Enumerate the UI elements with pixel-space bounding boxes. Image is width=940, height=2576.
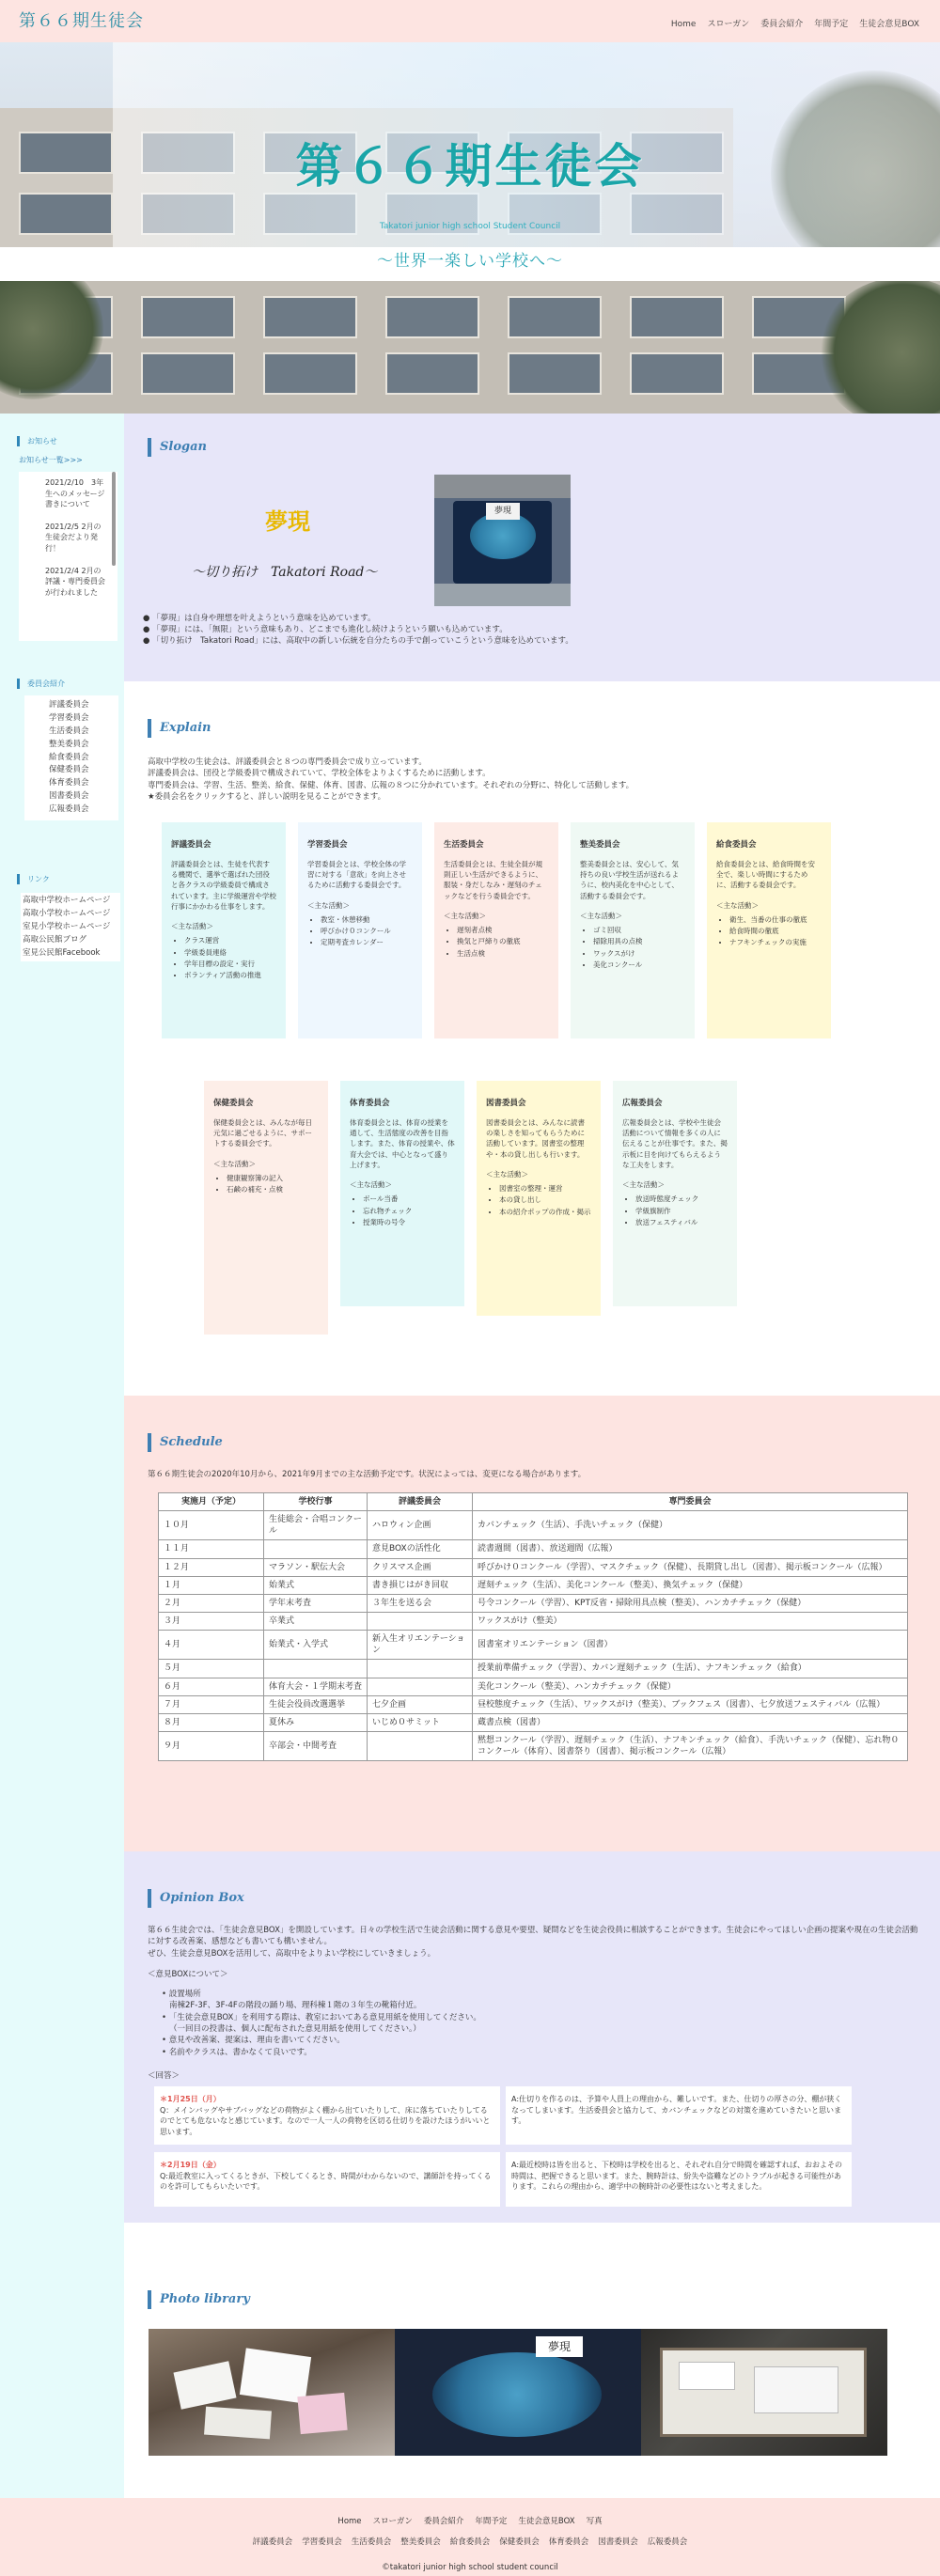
table-cell: 体育大会・１学期末考査 [264, 1678, 368, 1695]
photo-heading: Photo library [148, 2290, 250, 2309]
list-item: • 図書室の整理・運営 [499, 1183, 591, 1194]
committee-activity-list [350, 1194, 455, 1227]
table-cell: １月 [159, 1576, 264, 1594]
footer-link[interactable]: スローガン [372, 2517, 413, 2526]
table-cell: ４月 [159, 1631, 264, 1660]
slogan-section [124, 414, 940, 681]
table-cell: ５月 [159, 1660, 264, 1678]
list-item: • 放送フェスティバル [635, 1217, 728, 1227]
sidebar-item-committee[interactable]: 給食委員会 [49, 752, 89, 762]
sidebar-link[interactable]: 室見公民館Facebook [23, 947, 101, 958]
committee-activity-list [307, 914, 413, 948]
list-item: • 美化コンクール [593, 960, 685, 970]
table-cell [368, 1612, 473, 1630]
committee-card-activity-label: ＜主な活動＞ [171, 922, 213, 930]
slogan-phrase: 〜切り拓け Takatori Road〜 [192, 565, 378, 580]
site-title[interactable]: 第６６期生徒会 [19, 11, 144, 31]
committee-card-title[interactable]: 整美委員会 [580, 840, 620, 850]
slogan-bullet: ● 「切り拓け Takatori Road」には、高取中の新しい伝統を自分たちの手で創っていこうという意味を込めています。 [143, 635, 573, 646]
table-cell: ８月 [159, 1713, 264, 1731]
list-item: • 学級委員連絡 [184, 947, 276, 958]
committee-activity-list [716, 914, 822, 948]
table-cell: １１月 [159, 1540, 264, 1558]
opinion-answer: A:仕切りを作るのは、予算や人員上の理由から、難しいです。また、仕切りの厚さの分、棚が狭くなってしまいます。生活委員会と協力して、カバンチェックなどの対策を進めていきたいと思います。 [506, 2086, 852, 2145]
news-item[interactable]: 2021/2/5 2月の生徒会だより発行！ [45, 522, 102, 553]
committee-list [24, 695, 118, 820]
committee-card-activity-label: ＜主な活動＞ [716, 900, 759, 910]
building-window [508, 352, 602, 395]
committee-card-desc: 広報委員会とは、学校や生徒会活動について情報を多くの人に伝えることが仕事です。また、掲示板に目を向けてもらえるような工夫をします。 [622, 1117, 728, 1169]
committee-card-desc: 給食委員会とは、給食時間を安全で、楽しい時間にするために、活動する委員会です。 [716, 859, 815, 890]
committee-card-desc: 整美委員会とは、安心して、気持ちの良い学校生活が送れるように、校内美化を中心として、活動する委員会です。 [580, 859, 679, 900]
table-cell: ３年生を送る会 [368, 1594, 473, 1612]
sidebar-item-committee[interactable]: 生活委員会 [49, 726, 89, 736]
list-item: • 呼びかけ０コンクール [321, 926, 413, 936]
footer-committee-link[interactable]: 広報委員会 [647, 2537, 688, 2547]
opinion-answer-label: ＜回答＞ [148, 2071, 180, 2081]
table-cell: ワックスがけ（整美） [473, 1612, 908, 1630]
table-row [159, 1594, 908, 1612]
sidebar-link[interactable]: 高取小学校ホームページ [23, 908, 111, 918]
table-row [159, 1660, 908, 1678]
footer-committee-link[interactable]: 図書委員会 [598, 2537, 638, 2547]
table-row [159, 1540, 908, 1558]
committee-card-title[interactable]: 保健委員会 [213, 1099, 254, 1108]
table-cell: 生徒会役員改選選挙 [264, 1695, 368, 1713]
top-bar [0, 0, 940, 42]
schedule-heading: Schedule [148, 1433, 223, 1452]
sidebar-item-committee[interactable]: 体育委員会 [49, 778, 89, 788]
list-item: • 衛生、当番の仕事の徹底 [729, 914, 822, 925]
committee-card[interactable] [434, 822, 558, 1038]
table-cell: クリスマス企画 [368, 1558, 473, 1576]
hero-subtitle: Takatori junior high school Student Council [379, 222, 561, 231]
footer-committee-link[interactable]: 学習委員会 [302, 2537, 342, 2547]
sidebar-link[interactable]: 高取公民館ブログ [23, 934, 87, 945]
sidebar-item-committee[interactable]: 保健委員会 [49, 765, 89, 775]
committee-activity-list [171, 935, 276, 980]
table-cell: ７月 [159, 1695, 264, 1713]
table-cell: ハロウィン企画 [368, 1511, 473, 1540]
table-cell: 遅刻チェック（生活）、美化コンクール（整美）、換気チェック（保健） [473, 1576, 908, 1594]
explain-heading: Explain [148, 719, 212, 738]
footer-committee-link[interactable]: 評議委員会 [252, 2537, 293, 2547]
committee-card[interactable] [613, 1081, 737, 1306]
table-cell [264, 1660, 368, 1678]
committee-activity-list [444, 925, 549, 959]
table-cell: 昼校態度チェック（生活）、ワックスがけ（整美）、ブックフェス（図書）、七夕放送フェスティバル（広報） [473, 1695, 908, 1713]
table-row [159, 1731, 908, 1760]
sidebar-item-committee[interactable]: 学習委員会 [49, 712, 89, 723]
photo-bulletin[interactable] [641, 2329, 887, 2456]
list-item: • 給食時間の徹底 [729, 926, 822, 936]
nav-opinion-box[interactable]: 生徒会意見BOX [859, 20, 919, 29]
committee-card-title[interactable]: 学習委員会 [307, 840, 348, 850]
list-item: • 換気と戸締りの徹底 [457, 936, 549, 946]
footer-committee-nav [0, 2537, 940, 2549]
list-item: • 学年目標の設定・実行 [184, 959, 276, 969]
slogan-bullet: ● 「夢現」は自身や理想を叶えようという意味を込めています。 [143, 614, 376, 623]
footer-link[interactable]: Home [337, 2517, 362, 2526]
table-cell: 読書週間（図書）、放送週間（広報） [473, 1540, 908, 1558]
table-cell: ６月 [159, 1678, 264, 1695]
committee-activity-list [580, 925, 685, 970]
table-cell: カバンチェック（生活）、手洗いチェック（保健） [473, 1511, 908, 1540]
footer-link[interactable]: 年間予定 [475, 2517, 508, 2526]
table-row [159, 1576, 908, 1594]
committee-card-desc: 生活委員会とは、生徒全員が規則正しい生活ができるように、服装・身だしなみ・遅刻のチェックなどを行う委員会です。 [444, 859, 542, 900]
list-item: • ゴミ回収 [593, 925, 685, 935]
committee-card-desc: 評議委員会とは、生徒を代表する機関で、選挙で選ばれた団役と各クラスの学級委員で構成されています。主に学級運営や学校行事にかかわる仕事をします。 [171, 859, 276, 911]
list-item: • ボール当番 [363, 1194, 455, 1204]
links-heading: リンク [17, 874, 50, 884]
photo-books[interactable] [149, 2329, 395, 2456]
committee-card-desc: 体育委員会とは、体育の授業を通して、生活態度の改善を目指します。また、体育の授業や、体育大会では、中心となって盛り上げます。 [350, 1117, 455, 1169]
table-cell [368, 1678, 473, 1695]
hero-banner [0, 42, 940, 414]
list-item: • 本の紹介ポップの作成・掲示 [499, 1207, 591, 1217]
table-cell: 学年末考査 [264, 1594, 368, 1612]
committee-card-title[interactable]: 評議委員会 [171, 840, 212, 850]
table-cell: ３月 [159, 1612, 264, 1630]
committee-card-title[interactable]: 体育委員会 [350, 1099, 390, 1108]
table-cell [368, 1660, 473, 1678]
top-nav [671, 19, 919, 31]
list-item: • クラス運営 [184, 935, 276, 945]
list-item: • 本の貸し出し [499, 1194, 591, 1205]
table-row [159, 1695, 908, 1713]
sidebar-link[interactable]: 室見小学校ホームページ [23, 921, 111, 931]
list-item: • 定期考査カレンダー [321, 937, 413, 947]
footer-nav [0, 2517, 940, 2528]
table-cell: 美化コンクール（整美）、ハンカチチェック（保健） [473, 1678, 908, 1695]
sidebar-item-committee[interactable]: 整美委員会 [49, 739, 89, 749]
building-window [508, 296, 602, 338]
committee-card-title[interactable]: 広報委員会 [622, 1099, 663, 1108]
committee-card[interactable] [707, 822, 831, 1038]
committee-card-activity-label: ＜主な活動＞ [486, 1169, 528, 1179]
news-scrollbar[interactable] [112, 472, 116, 566]
table-cell: 黙想コンクール（学習）、遅刻チェック（生活）、ナフキンチェック（給食）、手洗いチェック（保健）、忘れ物０コンクール（体育）、図書祭り（図書）、掲示板コンクール（広報） [473, 1731, 908, 1760]
news-heading: お知らせ [17, 436, 57, 446]
table-cell: 七夕企画 [368, 1695, 473, 1713]
list-item: • ナフキンチェックの実施 [729, 937, 822, 947]
nav-home[interactable]: Home [670, 20, 697, 29]
building-window [141, 352, 235, 395]
committee-card-desc: 学習委員会とは、学校全体の学習に対する「意欲」を向上させるために活動する委員会です。 [307, 859, 406, 890]
table-cell [264, 1540, 368, 1558]
opinion-heading: Opinion Box [148, 1889, 244, 1908]
table-cell: いじめ０サミット [368, 1713, 473, 1731]
table-cell: 書き損じはがき回収 [368, 1576, 473, 1594]
building-window [263, 296, 357, 338]
footer-committee-link[interactable]: 整美委員会 [400, 2537, 441, 2547]
list-item: • 学級旗制作 [635, 1206, 728, 1216]
footer-committee-link[interactable]: 体育委員会 [548, 2537, 589, 2547]
footer-committee-link[interactable]: 生活委員会 [351, 2537, 392, 2547]
column-header: 評議委員会 [368, 1493, 473, 1511]
table-cell: 卒部会・中間考査 [264, 1731, 368, 1760]
slogan-bullet: ● 「夢現」には、「無限」という意味もあり、どこまでも進化し続けようという願いも込めています。 [143, 624, 508, 634]
list-item: • 遅刻者点検 [457, 925, 549, 935]
photo-slogan-board[interactable]: 夢現 [395, 2329, 641, 2456]
slogan-photo: 夢現 [434, 475, 571, 606]
table-row [159, 1713, 908, 1731]
table-cell: １２月 [159, 1558, 264, 1576]
list-item: • 放送時態度チェック [635, 1194, 728, 1204]
hero-tagline: 〜世界一楽しい学校へ〜 [377, 252, 563, 271]
committee-activity-list [622, 1194, 728, 1227]
table-cell: 卒業式 [264, 1612, 368, 1630]
list-item: • 忘れ物チェック [363, 1206, 455, 1216]
table-cell: 授業前準備チェック（学習）、カバン遅刻チェック（生活）、ナフキンチェック（給食） [473, 1660, 908, 1678]
footer-link[interactable]: 委員会紹介 [423, 2517, 464, 2526]
news-list-link[interactable]: お知らせ一覧>>> [19, 456, 83, 464]
table-cell: 意見BOXの活性化 [368, 1540, 473, 1558]
sidebar-item-committee[interactable]: 評議委員会 [49, 700, 89, 710]
opinion-answer: A:最近校時は皆を出ると、下校時は学校を出ると、それぞれ自分で時間を確認すれば、おおよその時間は、把握できると思います。また、腕時計は、紛失や盗難などのトラブルが起きる可能性があります。これらの理由から、適学中の腕時計の必要性はないと考えました。 [506, 2152, 852, 2207]
table-cell: 夏休み [264, 1713, 368, 1731]
committee-card-title[interactable]: 図書委員会 [486, 1099, 526, 1108]
committee-card-desc: 保健委員会とは、みんなが毎日元気に過ごせるように、サポートする委員会です。 [213, 1117, 312, 1148]
list-item: • 掃除用具の点検 [593, 936, 685, 946]
table-cell: 新入生オリエンテーション [368, 1631, 473, 1660]
table-cell: 蔵書点検（図書） [473, 1713, 908, 1731]
building-window [141, 296, 235, 338]
table-cell: マラソン・駅伝大会 [264, 1558, 368, 1576]
committee-card-activity-label: ＜主な活動＞ [307, 900, 350, 910]
committee-card-desc: 図書委員会とは、みんなに読書の楽しさを知ってもらうために活動しています。図書室の整理や・本の貸し出しも行います。 [486, 1117, 585, 1159]
table-cell: 号令コンクール（学習）、KPT反省・掃除用具点検（整美）、ハンカチチェック（保健） [473, 1594, 908, 1612]
footer-committee-link[interactable]: 給食委員会 [449, 2537, 491, 2547]
news-list[interactable] [19, 472, 118, 641]
committee-card-activity-label: ＜主な活動＞ [444, 911, 486, 920]
footer-committee-link[interactable]: 保健委員会 [499, 2537, 540, 2547]
committee-card[interactable] [162, 822, 286, 1038]
news-item[interactable]: 2021/2/4 2月の評議・専門委員会が行われました [45, 566, 105, 597]
committee-activity-list [486, 1183, 591, 1217]
table-row [159, 1631, 908, 1660]
table-header-row [159, 1493, 908, 1511]
committee-card[interactable] [298, 822, 422, 1038]
committee-card-title[interactable]: 生活委員会 [444, 840, 484, 850]
schedule-intro: 第６６期生徒会の2020年10月から、2021年9月までの主な活動予定です。状況によっては、変更になる場合があります。 [148, 1470, 587, 1479]
table-cell: 始業式・入学式 [264, 1631, 368, 1660]
list-item: • 生活点検 [457, 948, 549, 959]
sidebar-item-committee[interactable]: 広報委員会 [49, 804, 89, 815]
sidebar [0, 414, 124, 2498]
schedule-table [158, 1492, 908, 1761]
list-item: • 教室・休憩移動 [321, 914, 413, 925]
explain-intro: 高取中学校の生徒会は、評議委員会と８つの専門委員会で成り立っています。 評議委員会は、団役と学級委員で構成されていて、学校全体をよりよくするために活動します。 専門委員会は、学習、生活、整美、給食、保健、体育、図書、広報の８つに分かれています。それぞれの分野に、特化して活動します。 ★委員会名をクリックすると、詳しい説明を見ることができます。 [148, 757, 634, 802]
table-cell: 生徒総会・合唱コンクール [264, 1511, 368, 1540]
committee-heading: 委員会紹介 [17, 679, 65, 689]
footer-link[interactable]: 生徒会意見BOX [518, 2517, 575, 2526]
building-window [263, 352, 357, 395]
table-cell [368, 1731, 473, 1760]
list-item: • 授業時の号令 [363, 1217, 455, 1227]
slogan-word: 夢現 [265, 507, 310, 535]
opinion-question: ＊2月19日（金） Q:最近教室に入ってくるときが、下校してくるとき、時間がわからないので、講師計を持ってくるのを許可してもらいたいです。 [154, 2152, 500, 2207]
sidebar-link[interactable]: 高取中学校ホームページ [23, 896, 111, 905]
committee-activity-list [213, 1173, 319, 1195]
committee-card-activity-label: ＜主な活動＞ [580, 911, 622, 920]
building-window [385, 296, 479, 338]
table-cell: ９月 [159, 1731, 264, 1760]
slogan-explanation [143, 614, 895, 648]
column-header: 実施月（予定） [159, 1493, 264, 1511]
list-item: • ボランティア活動の推進 [184, 970, 276, 980]
committee-card-activity-label: ＜主な活動＞ [213, 1159, 256, 1168]
explain-section [124, 681, 940, 1396]
list-item: • 石鹸の補充・点検 [227, 1184, 319, 1194]
list-item: • 健康観察簿の記入 [227, 1173, 319, 1183]
hero-title: 第６６期生徒会 [295, 138, 645, 194]
table-cell: ２月 [159, 1594, 264, 1612]
committee-card[interactable] [477, 1081, 601, 1316]
committee-card-activity-label: ＜主な活動＞ [350, 1180, 392, 1189]
table-row [159, 1678, 908, 1695]
committee-card[interactable] [571, 822, 695, 1038]
committee-card-activity-label: ＜主な活動＞ [622, 1180, 665, 1189]
column-header: 専門委員会 [473, 1493, 908, 1511]
opinion-question: ＊1月25日（月） Q：メインバッグやサブバッグなどの荷物がよく棚から出ていたりして、床に落ちていたりしてるのでとても危ないなと感じています。なので一人一人の荷物を区切る仕切りを設けたほうがいいと思います。 [154, 2086, 500, 2145]
table-row [159, 1612, 908, 1630]
list-item: • ワックスがけ [593, 948, 685, 959]
table-row [159, 1558, 908, 1576]
building-window [385, 352, 479, 395]
opinion-intro: 第６６生徒会では、「生徒会意見BOX」を開設しています。日々の学校生活で生徒会活動に関する意見や要望、疑問などを生徒会役員に相談することができます。生徒会にやってほしい企画の提案や現在の生徒会活動に対する改善案、感想なども書いても構いません。 ぜひ、生徒会意見BOXを活用して、高取中をよりよい学校にしていきましょう。 [148, 1926, 918, 1959]
news-item[interactable]: 2021/2/10 3年生へのメッセージ書きについて [45, 478, 105, 509]
table-cell: 始業式 [264, 1576, 368, 1594]
slogan-heading: Slogan [148, 438, 207, 457]
links-list [21, 893, 120, 961]
building-window [630, 296, 724, 338]
copyright: ©takatori junior high school student council [382, 2563, 558, 2572]
nav-slogan[interactable]: スローガン [707, 20, 750, 29]
table-cell: １０月 [159, 1511, 264, 1540]
committee-card[interactable] [340, 1081, 464, 1306]
nav-schedule[interactable]: 年間予定 [814, 20, 849, 29]
table-cell: 図書室オリエンテーション（図書） [473, 1631, 908, 1660]
footer-link[interactable]: 写真 [586, 2517, 603, 2526]
opinion-about-label: ＜意見BOXについて＞ [148, 1970, 228, 1979]
table-row [159, 1511, 908, 1540]
opinion-section [124, 1851, 940, 2223]
building-window [630, 352, 724, 395]
committee-card-title[interactable]: 給食委員会 [716, 840, 757, 850]
table-cell: 呼びかけ０コンクール（学習）、マスクチェック（保健）、長期貸し出し（図書）、掲示板コンクール（広報） [473, 1558, 908, 1576]
committee-card[interactable] [204, 1081, 328, 1335]
sidebar-item-committee[interactable]: 図書委員会 [49, 791, 89, 802]
opinion-about-list: • 設置場所 南棟2F-3F、3F-4Fの階段の踊り場、理科棟１階の３年生の靴箱付近。 • 「生徒会意見BOX」を利用する際は、教室においてある意見用紙を使用してください。 （一回目の投書は、個人に配布された意見用紙を使用してください。） • 意見や改善案、提案は、理由を書いてください。 • 名前やクラスは、書かなくて良いです。 [162, 1990, 481, 2057]
column-header: 学校行事 [264, 1493, 368, 1511]
nav-committees[interactable]: 委員会紹介 [760, 20, 804, 29]
